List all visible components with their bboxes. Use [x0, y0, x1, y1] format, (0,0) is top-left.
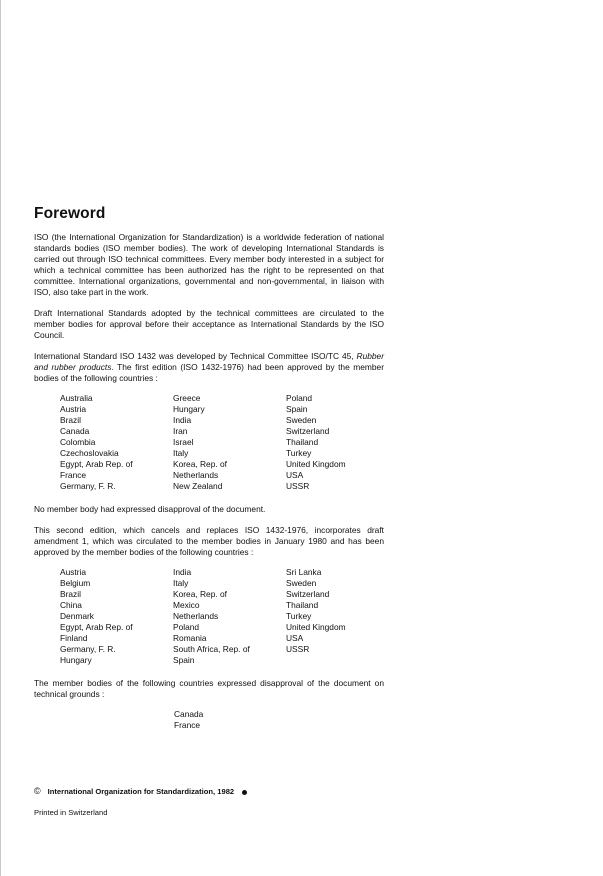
country-name: Romania [173, 633, 207, 643]
country-name: USSR [286, 481, 310, 491]
country-name: Spain [286, 404, 308, 414]
country-name: China [60, 600, 82, 610]
country-name: United Kingdom [286, 459, 346, 469]
paragraph-no-disapproval: No member body had expressed disapproval of the document. [34, 504, 266, 514]
country-name: Thailand [286, 437, 319, 447]
country-name: Brazil [60, 415, 81, 425]
copyright-text: International Organization for Standardization, 1982 [47, 787, 235, 796]
paragraph-draft-standards: Draft International Standards adopted by the technical committees are circulated to the member bodies for approval before their acceptance as International Standards by the ISO Council. [34, 308, 384, 340]
country-name: USA [286, 470, 304, 480]
paragraph-first-edition-part2: . The first edition (ISO 1432-1976) had been approved by the member bodies of the following countries : [34, 362, 384, 383]
country-name: Switzerland [286, 589, 330, 599]
paragraph-second-edition: This second edition, which cancels and replaces ISO 1432-1976, incorporates draft amendment 1, which was circulated to the member bodies in January 1980 and has been approved by the member bodies of the following countries : [34, 525, 384, 557]
country-name: Brazil [60, 589, 81, 599]
country-name: Colombia [60, 437, 96, 447]
country-name: South Africa, Rep. of [173, 644, 250, 654]
paragraph-disapproval: The member bodies of the following countries expressed disapproval of the document on technical grounds : [34, 678, 384, 699]
country-name: Italy [173, 578, 189, 588]
country-name: Egypt, Arab Rep. of [60, 459, 133, 469]
country-name: Germany, F. R. [60, 644, 116, 654]
country-name: Korea, Rep. of [173, 459, 228, 469]
country-name: New Zealand [173, 481, 223, 491]
copyright-symbol: © [34, 786, 41, 796]
country-name: Sri Lanka [286, 567, 322, 577]
country-name: Mexico [173, 600, 200, 610]
paragraph-first-edition-part1: International Standard ISO 1432 was developed by Technical Committee ISO/TC 45, [34, 351, 357, 361]
page-title: Foreword [34, 205, 106, 222]
committee-title-italic: Rubber and rubber products [34, 351, 384, 372]
country-name: Denmark [60, 611, 94, 621]
country-name: Finland [60, 633, 88, 643]
printed-in-line: Printed in Switzerland [34, 808, 108, 817]
country-name: USSR [286, 644, 310, 654]
country-name: Egypt, Arab Rep. of [60, 622, 133, 632]
country-name: Sweden [286, 578, 317, 588]
country-name: Czechoslovakia [60, 448, 119, 458]
page-edge-line [0, 0, 1, 876]
country-name: Netherlands [173, 470, 219, 480]
country-name: Greece [173, 393, 201, 403]
country-name: Hungary [173, 404, 205, 414]
country-name: Australia [60, 393, 93, 403]
country-name: Austria [60, 567, 87, 577]
bullet-dot-icon [242, 790, 247, 795]
country-name: Turkey [286, 448, 312, 458]
country-name: Canada [174, 709, 204, 719]
country-name: India [173, 415, 192, 425]
country-list-first-edition [60, 393, 384, 492]
country-name: Austria [60, 404, 87, 414]
country-name: Iran [173, 426, 188, 436]
country-name: Turkey [286, 611, 312, 621]
country-name: France [60, 470, 87, 480]
paragraph-first-edition [34, 351, 384, 384]
country-list-second-edition [60, 567, 384, 666]
country-name: India [173, 567, 192, 577]
country-name: Thailand [286, 600, 319, 610]
country-name: Korea, Rep. of [173, 589, 228, 599]
country-name: Sweden [286, 415, 317, 425]
country-name: Poland [173, 622, 200, 632]
country-name: United Kingdom [286, 622, 346, 632]
country-name: USA [286, 633, 304, 643]
foreword-section [34, 205, 384, 731]
country-name: Israel [173, 437, 194, 447]
country-name: Netherlands [173, 611, 219, 621]
copyright-line [34, 786, 247, 796]
country-name: France [174, 720, 201, 730]
country-list-disapproving [174, 709, 384, 731]
country-name: Italy [173, 448, 189, 458]
country-name [286, 655, 399, 666]
country-name: Canada [60, 426, 90, 436]
country-name: Germany, F. R. [60, 481, 116, 491]
country-name: Switzerland [286, 426, 330, 436]
country-name: Spain [173, 655, 195, 665]
country-name: Poland [286, 393, 313, 403]
paragraph-iso-overview: ISO (the International Organization for Standardization) is a worldwide federation of national standards bodies (ISO member bodies). The work of developing International Standards is carried out through ISO technical committees. Every member body interested in a subject for which a technical committee has been authorized has the right to be represented on that committee. International organizations, governmental and non-governmental, in liaison with ISO, also take part in the work. [34, 232, 384, 297]
country-name: Hungary [60, 655, 92, 665]
country-name: Belgium [60, 578, 91, 588]
